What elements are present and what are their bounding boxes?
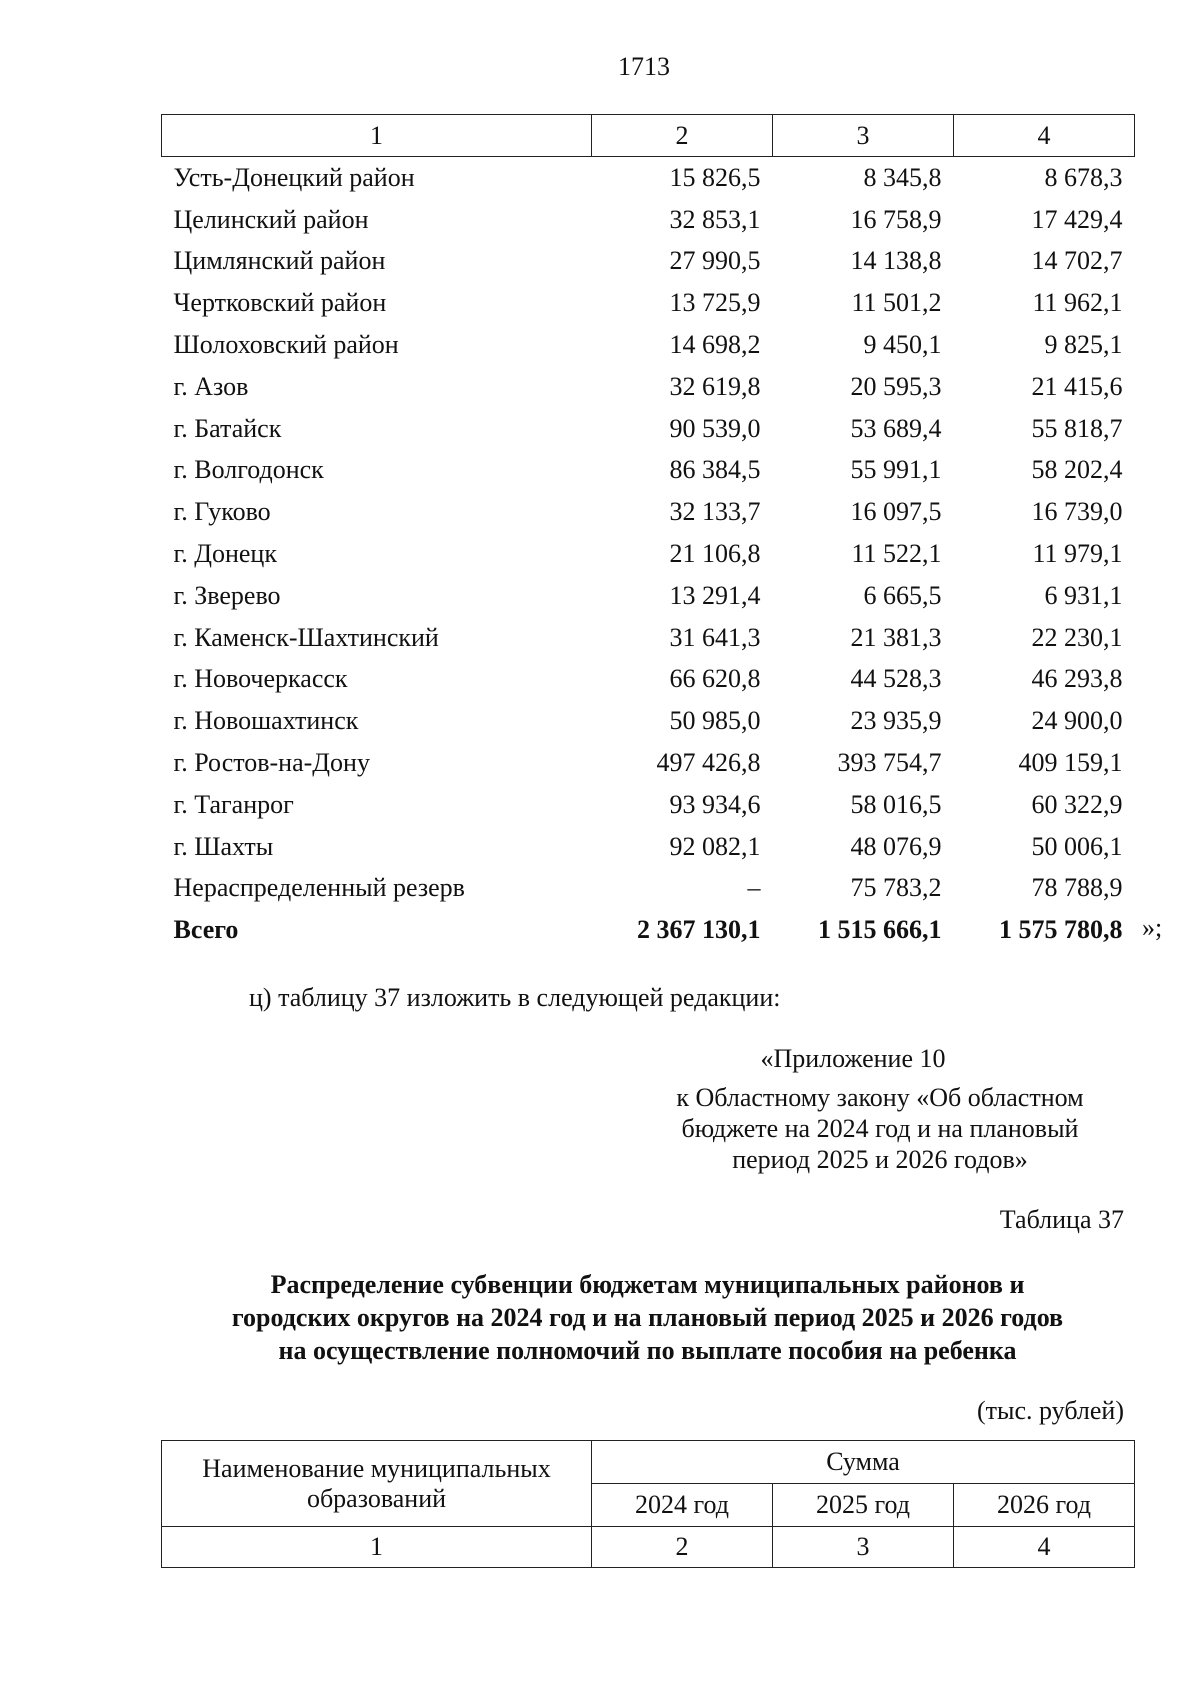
table-row [162,575,1135,617]
amount-2026: 6 931,1 [1044,580,1123,610]
table-row [162,450,1135,492]
amount-2025: 75 783,2 [850,873,942,903]
column-number: 3 [773,115,954,157]
municipality-name: г. Ростов-на-Дону [173,748,370,778]
municipality-name: г. Батайск [173,413,282,443]
amount-2026: 11 962,1 [1032,288,1123,318]
table-row [162,199,1135,241]
table-row [162,868,1135,910]
municipality-name: г. Волгодонск [173,455,324,485]
table-row [162,366,1135,408]
amount-2024: 13 291,4 [669,580,761,610]
table-row [162,324,1135,366]
amount-2026: 17 429,4 [1031,204,1123,234]
amount-2024: 21 106,8 [669,539,761,569]
amount-2024: 32 619,8 [669,371,761,401]
amount-2026: 24 900,0 [1031,706,1123,736]
amount-2024: 32 853,1 [669,204,761,234]
table-row [162,533,1135,575]
amount-2025: 16 758,9 [850,204,942,234]
appendix-title: «Приложение 10 [760,1044,946,1073]
appendix-line: период 2025 и 2026 годов» [732,1145,1028,1174]
units-label: (тыс. рублей) [976,1396,1124,1425]
column-number: 1 [162,1527,592,1568]
amount-2024: 13 725,9 [669,288,761,318]
amount-2026: 22 230,1 [1031,622,1123,652]
amount-2025: 20 595,3 [850,371,942,401]
amount-2025: 6 665,5 [863,580,942,610]
amount-2024: – [747,873,761,903]
amount-2025: 21 381,3 [850,622,942,652]
amount-2025: 14 138,8 [850,246,942,276]
amount-2024: 14 698,2 [669,330,761,360]
amount-2026: 11 979,1 [1032,539,1123,569]
total-label: Всего [173,915,239,945]
municipality-name: Целинский район [173,204,369,234]
amount-2024: 32 133,7 [669,497,761,527]
amount-2025: 8 345,8 [863,162,942,192]
table-row [162,826,1135,868]
amount-2025: 44 528,3 [850,664,942,694]
amount-2025: 11 522,1 [851,539,942,569]
amount-2024: 92 082,1 [669,831,761,861]
year-header-2026: 2026 год [954,1484,1135,1527]
appendix-reference [640,1043,1120,1175]
municipality-name: Нераспределенный резерв [173,873,465,903]
municipality-name: г. Шахты [173,831,274,861]
sum-header: Сумма [592,1441,1135,1484]
municipality-name: г. Каменск-Шахтинский [173,622,439,652]
title-line: на осуществление полномочий по выплате пособия на ребенка [278,1336,1017,1365]
amount-2026: 409 159,1 [1018,748,1123,778]
amount-2026: 46 293,8 [1031,664,1123,694]
column-number: 1 [162,115,592,157]
closing-quote-mark: »; [1142,913,1163,942]
amount-2024: 15 826,5 [669,162,761,192]
amount-2026: 9 825,1 [1044,330,1123,360]
municipality-name: Цимлянский район [173,246,386,276]
appendix-line: к Областному закону «Об областном [676,1083,1084,1112]
table-row [162,659,1135,701]
appendix-line: бюджете на 2024 год и на плановый [681,1114,1079,1143]
amount-2026: 58 202,4 [1031,455,1123,485]
amount-2024: 93 934,6 [669,789,761,819]
table-label: Таблица 37 [999,1205,1124,1234]
amount-2025: 16 097,5 [850,497,942,527]
amount-2025: 11 501,2 [851,288,942,318]
municipality-name: г. Новошахтинск [173,706,359,736]
year-header-2024: 2024 год [592,1484,773,1527]
amount-2025: 55 991,1 [850,455,942,485]
table-row [162,784,1135,826]
table-row [162,282,1135,324]
amount-2026: 8 678,3 [1044,162,1123,192]
column-number-row [162,115,1135,157]
table-row [162,742,1135,784]
appendix-law-reference [640,1082,1120,1175]
amount-2026: 14 702,7 [1031,246,1123,276]
total-row [162,909,1135,951]
amount-2024: 31 641,3 [669,622,761,652]
column-number: 2 [592,1527,773,1568]
municipality-name: г. Донецк [173,539,277,569]
amount-2026: 60 322,9 [1031,789,1123,819]
municipality-name-header: Наименование муниципальных образований [162,1441,592,1527]
amount-2024: 50 985,0 [669,706,761,736]
amount-2024: 66 620,8 [669,664,761,694]
title-line: городских округов на 2024 год и на плановый период 2025 и 2026 годов [231,1303,1064,1332]
total-2025: 1 515 666,1 [818,915,942,945]
column-number: 2 [592,115,773,157]
municipality-name: г. Азов [173,371,249,401]
table-row [162,617,1135,659]
table-row [162,241,1135,283]
title-line: Распределение субвенции бюджетам муниципальных районов и [270,1270,1025,1299]
amendment-instruction: ц) таблицу 37 изложить в следующей редакции: [249,983,781,1012]
column-number: 4 [954,115,1135,157]
table-row [162,157,1135,199]
amount-2025: 53 689,4 [850,413,942,443]
amount-2025: 48 076,9 [850,831,942,861]
municipality-name: г. Гуково [173,497,271,527]
subvention-table-header [161,1440,1135,1568]
total-2026: 1 575 780,8 [999,915,1123,945]
page-number-text: 1713 [618,52,670,81]
amount-2026: 78 788,9 [1031,873,1123,903]
amount-2026: 16 739,0 [1031,497,1123,527]
table-row [162,491,1135,533]
amount-2025: 23 935,9 [850,706,942,736]
total-2024: 2 367 130,1 [637,915,761,945]
municipality-name: г. Таганрог [173,789,294,819]
amount-2024: 86 384,5 [669,455,761,485]
column-number: 4 [954,1527,1135,1568]
amount-2026: 50 006,1 [1031,831,1123,861]
amount-2025: 393 754,7 [837,748,942,778]
column-number: 3 [773,1527,954,1568]
municipality-name: г. Новочеркасск [173,664,348,694]
table-row [162,408,1135,450]
document-title [161,1268,1134,1367]
amount-2025: 9 450,1 [863,330,942,360]
amount-2024: 27 990,5 [669,246,761,276]
amount-2025: 58 016,5 [850,789,942,819]
amount-2024: 497 426,8 [656,748,761,778]
year-header-2025: 2025 год [773,1484,954,1527]
table-row [162,700,1135,742]
amount-2026: 21 415,6 [1031,371,1123,401]
subvention-table-continuation [161,114,1135,951]
municipality-name: Усть-Донецкий район [173,162,415,192]
amount-2024: 90 539,0 [669,413,761,443]
municipality-name: г. Зверево [173,580,281,610]
municipality-name: Шолоховский район [173,330,399,360]
amount-2026: 55 818,7 [1031,413,1123,443]
table-body [162,157,1135,952]
municipality-name: Чертковский район [173,288,387,318]
